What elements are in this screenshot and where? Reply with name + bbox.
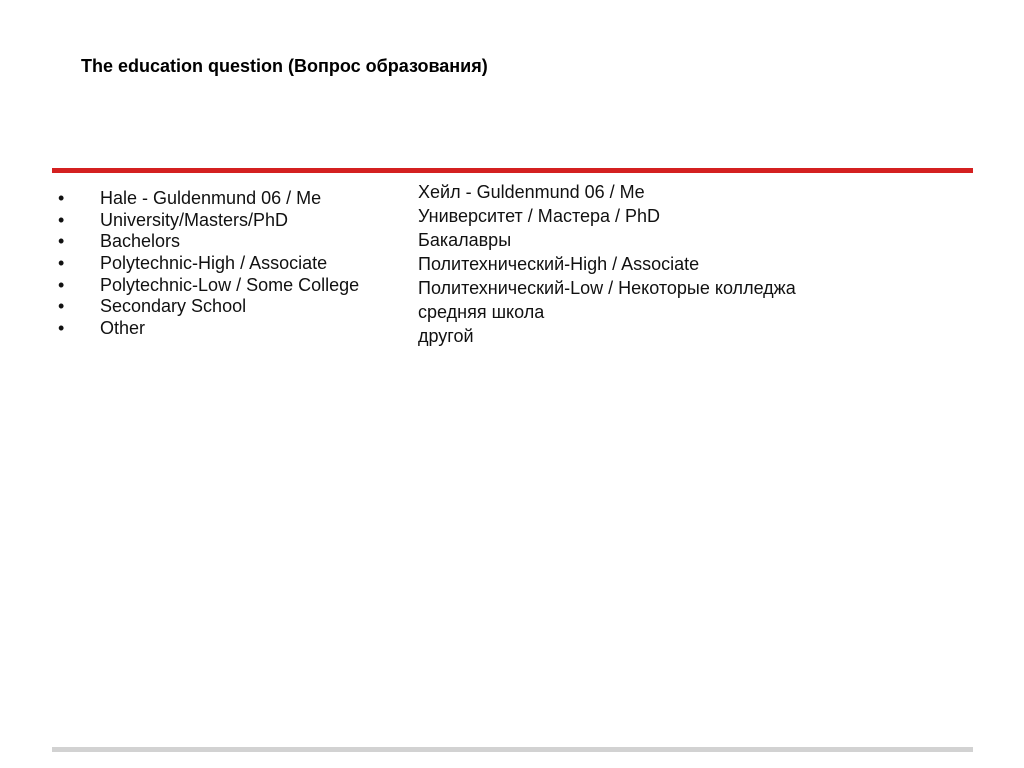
list-item: другой: [418, 326, 474, 346]
list-item: Политехнический-Low / Некоторые колледжа: [418, 278, 796, 298]
slide-title: The education question (Вопрос образования): [81, 56, 488, 76]
list-item: Университет / Мастера / PhD: [418, 206, 661, 226]
list-item-text: Bachelors: [100, 231, 181, 252]
list-item-text: University/Masters/PhD: [100, 209, 289, 230]
list-item-text: Hale - Guldenmund 06 / Me: [100, 188, 322, 208]
list-item-text: Polytechnic-High / Associate: [100, 253, 328, 274]
bullet-icon: •: [58, 231, 65, 252]
list-item-text: Secondary School: [100, 296, 247, 317]
bullet-icon: •: [58, 209, 65, 230]
russian-list: [418, 180, 796, 348]
bullet-icon: •: [58, 253, 65, 274]
footer-divider: [52, 747, 973, 752]
bullet-icon: •: [58, 296, 65, 317]
bullet-icon: •: [58, 188, 65, 208]
list-item: Политехнический-High / Associate: [418, 254, 700, 274]
list-item: Бакалавры: [418, 230, 512, 250]
bullet-icon: •: [58, 274, 65, 295]
list-item-text: Other: [100, 318, 146, 339]
list-item: средняя школа: [418, 302, 545, 322]
bullet-icon: •: [58, 318, 65, 339]
title-divider: [52, 168, 973, 173]
list-item-text: Polytechnic-Low / Some College: [100, 274, 360, 295]
list-item: Хейл - Guldenmund 06 / Me: [418, 182, 645, 202]
